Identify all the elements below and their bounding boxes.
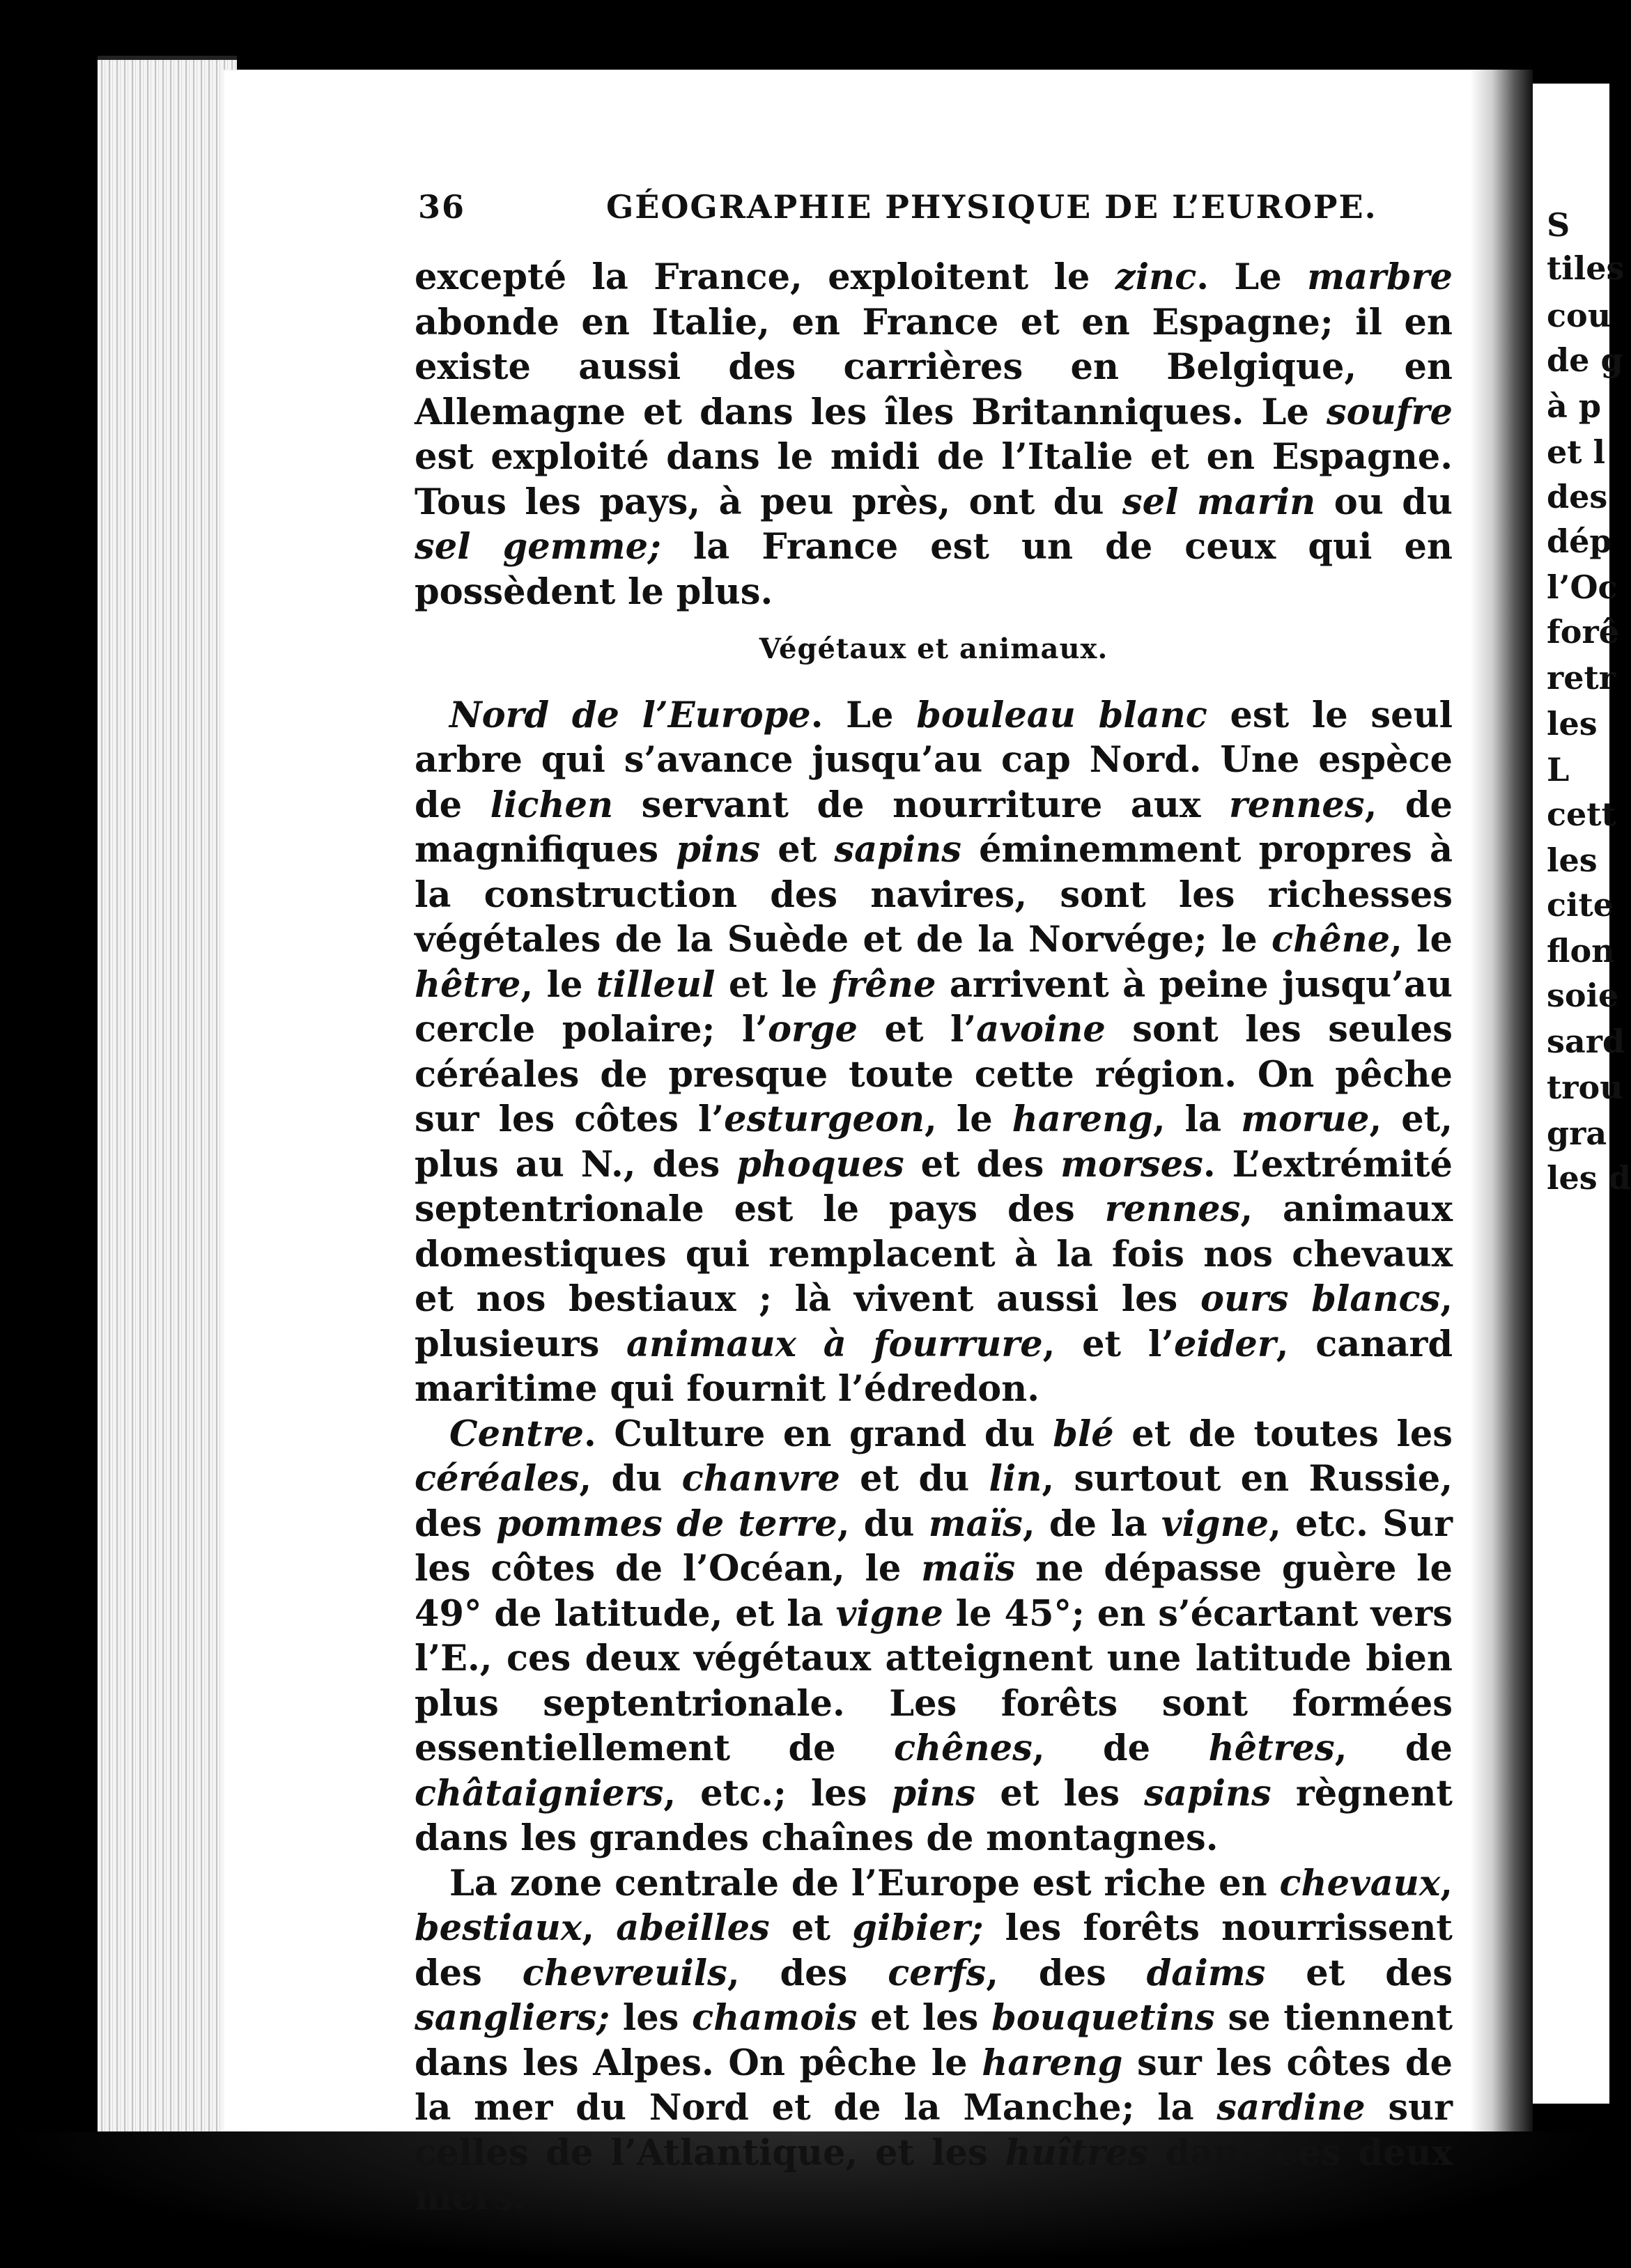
facing-page-text-fragment: des — [1547, 478, 1608, 515]
facing-page-text-fragment: à p — [1547, 387, 1601, 425]
facing-page-text-fragment: les d — [1547, 1159, 1631, 1197]
body-text — [415, 255, 1453, 2221]
paragraph-central-zone: La zone centrale de l’Europe est riche en chevaux, bestiaux, abeilles et gibier; les forêts nourrissent des chevreuils, des cerfs, des daims et des sangliers; les chamois et les bouquetins se tiennent dans les Alpes. On pêche le hareng sur les côtes de la mer du Nord et de la Manche; la sardine sur celles de l’Atlantique, et les huîtres dans ces deux mers. — [415, 1862, 1453, 2219]
facing-page-text-fragment: trou — [1547, 1069, 1623, 1106]
facing-page-fragment — [1533, 84, 1631, 2104]
paragraph-north-europe: Nord de l’Europe. Le bouleau blanc est le seul arbre qui s’avance jusqu’au cap Nord. Une espèce de lichen servant de nourriture aux rennes, de magnifiques pins et sapins éminemment propres à la construction des navires, sont les richesses végétales de la Suède et de la Norvége; le chêne, le hêtre, le tilleul et le frêne arrivent à peine jusqu’au cercle polaire; l’orge et l’avoine sont les seules céréales de presque toute cette région. On pêche sur les côtes l’esturgeon, le hareng, la morue, et, plus au N., des phoques et des morses. L’extrémité septentrionale est le pays des rennes, animaux domestiques qui remplacent à la fois nos chevaux et nos bestiaux ; là vivent aussi les ours blancs, plusieurs animaux à fourrure, et l’eider, canard maritime qui fournit l’édredon. — [415, 694, 1453, 1410]
facing-page-text-fragment: forê — [1547, 613, 1619, 651]
paragraph-minerals: excepté la France, exploitent le zinc. Le marbre abonde en Italie, en France et en Espagne; il en existe aussi des carrières en Belgique, en Allemagne et dans les îles Britanniques. Le soufre est exploité dans le midi de l’Italie et en Espagne. Tous les pays, à peu près, ont du sel marin ou du sel gemme; la France est un de ceux qui en possèdent le plus. — [415, 256, 1453, 613]
facing-page-text-fragment: sard — [1547, 1023, 1625, 1060]
facing-page-text-fragment: retr — [1547, 659, 1616, 697]
book-page-edges — [98, 56, 237, 2143]
facing-page-text-fragment: les — [1547, 705, 1598, 743]
paragraph-centre: Centre. Culture en grand du blé et de toutes les céréales, du chanvre et du lin, surtout en Russie, des pommes de terre, du maïs, de la vigne, etc. Sur les côtes de l’Océan, le maïs ne dépasse guère le 49° de latitude, et la vigne le 45°; en s’écartant vers l’E., ces deux végétaux atteignent une latitude bien plus septentrionale. Les forêts sont formées essentiellement de chênes, de hêtres, de châtaigniers, etc.; les pins et les sapins règnent dans les grandes chaînes de montagnes. — [415, 1413, 1453, 1859]
facing-page-text-fragment: L — [1547, 751, 1570, 789]
facing-page-text-fragment: cett — [1547, 795, 1616, 833]
facing-page-text-fragment: flon — [1547, 932, 1615, 970]
facing-page-text-fragment: cite — [1547, 886, 1614, 924]
page-number: 36 — [418, 188, 466, 226]
facing-page-text-fragment: tiles — [1547, 249, 1625, 287]
facing-page-text-fragment: de g — [1547, 341, 1623, 379]
page-header — [418, 188, 1449, 237]
running-head: GÉOGRAPHIE PHYSIQUE DE L’EUROPE. — [606, 188, 1377, 226]
facing-page-text-fragment: cou — [1547, 297, 1611, 334]
facing-page-text-fragment: gra — [1547, 1114, 1607, 1152]
facing-page-text-fragment: S — [1547, 206, 1570, 244]
facing-page-text-fragment: dép — [1547, 522, 1612, 560]
facing-page-text-fragment: soie — [1547, 977, 1619, 1014]
section-title: Végétaux et animaux. — [759, 632, 1108, 665]
facing-page-text-fragment: et l — [1547, 433, 1606, 471]
spine-shadow — [1470, 70, 1533, 2131]
facing-page-text-fragment: les — [1547, 841, 1598, 879]
facing-page-text-fragment: l’Oc — [1547, 568, 1618, 606]
